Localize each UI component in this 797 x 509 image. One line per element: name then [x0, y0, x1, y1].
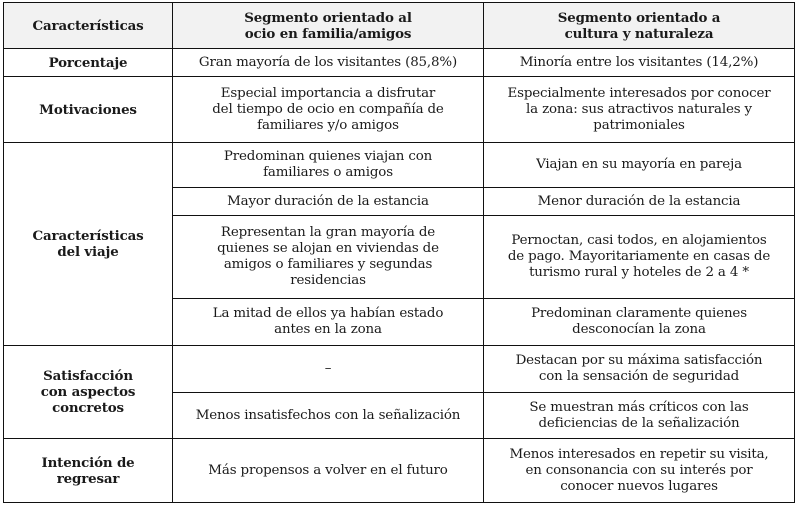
header-caracteristicas [4, 3, 173, 49]
row-label: Motivaciones [4, 77, 173, 143]
table-row-satisfaccion [4, 346, 795, 393]
header-text: Características [32, 17, 144, 34]
cell-cultura: Se muestran más críticos con las deficiencias de la señalización [484, 393, 795, 439]
cell-cultura: Especialmente interesados por conocer la zona: sus atractivos naturales y patrimoniales [484, 77, 795, 143]
header-text: Segmento orientado al [244, 9, 412, 26]
cell-cultura: Pernoctan, casi todos, en alojamientos de pago. Mayoritariamente en casas de turismo rural y hoteles de 2 a 4 * [484, 216, 795, 299]
row-label: Satisfacción con aspectos concretos [4, 346, 173, 439]
row-label: Intención de regresar [4, 439, 173, 503]
cell-cultura: Predominan claramente quienes desconocían la zona [484, 299, 795, 346]
cell-familia: Mayor duración de la estancia [173, 188, 484, 216]
cell-familia: Gran mayoría de los visitantes (85,8%) [173, 49, 484, 77]
cell-familia: Especial importancia a disfrutar del tiempo de ocio en compañía de familiares y/o amigos [173, 77, 484, 143]
row-label: Porcentaje [4, 49, 173, 77]
cell-cultura: Viajan en su mayoría en pareja [484, 143, 795, 188]
cell-cultura: Menos interesados en repetir su visita, en consonancia con su interés por conocer nuevos lugares [484, 439, 795, 503]
segment-comparison-table [3, 2, 795, 503]
cell-familia: Predominan quienes viajan con familiares o amigos [173, 143, 484, 188]
cell-familia: Más propensos a volver en el futuro [173, 439, 484, 503]
table-header-row [4, 3, 795, 49]
cell-cultura: Menor duración de la estancia [484, 188, 795, 216]
header-segmento-familia [173, 3, 484, 49]
header-text: ocio en familia/amigos [244, 25, 412, 42]
cell-familia: Menos insatisfechos con la señalización [173, 393, 484, 439]
table-row-porcentaje [4, 49, 795, 77]
cell-cultura: Minoría entre los visitantes (14,2%) [484, 49, 795, 77]
table-row-motivaciones [4, 77, 795, 143]
cell-familia: La mitad de ellos ya habían estado antes en la zona [173, 299, 484, 346]
row-label: Características del viaje [4, 143, 173, 346]
cell-familia: Representan la gran mayoría de quienes se alojan en viviendas de amigos o familiares y segundas residencias [173, 216, 484, 299]
table-row-intencion [4, 439, 795, 503]
header-text: cultura y naturaleza [564, 25, 714, 42]
cell-cultura: Destacan por su máxima satisfacción con la sensación de seguridad [484, 346, 795, 393]
cell-familia: – [173, 346, 484, 393]
header-segmento-cultura [484, 3, 795, 49]
table-row-caracteristicas-viaje [4, 143, 795, 188]
header-text: Segmento orientado a [557, 9, 721, 26]
